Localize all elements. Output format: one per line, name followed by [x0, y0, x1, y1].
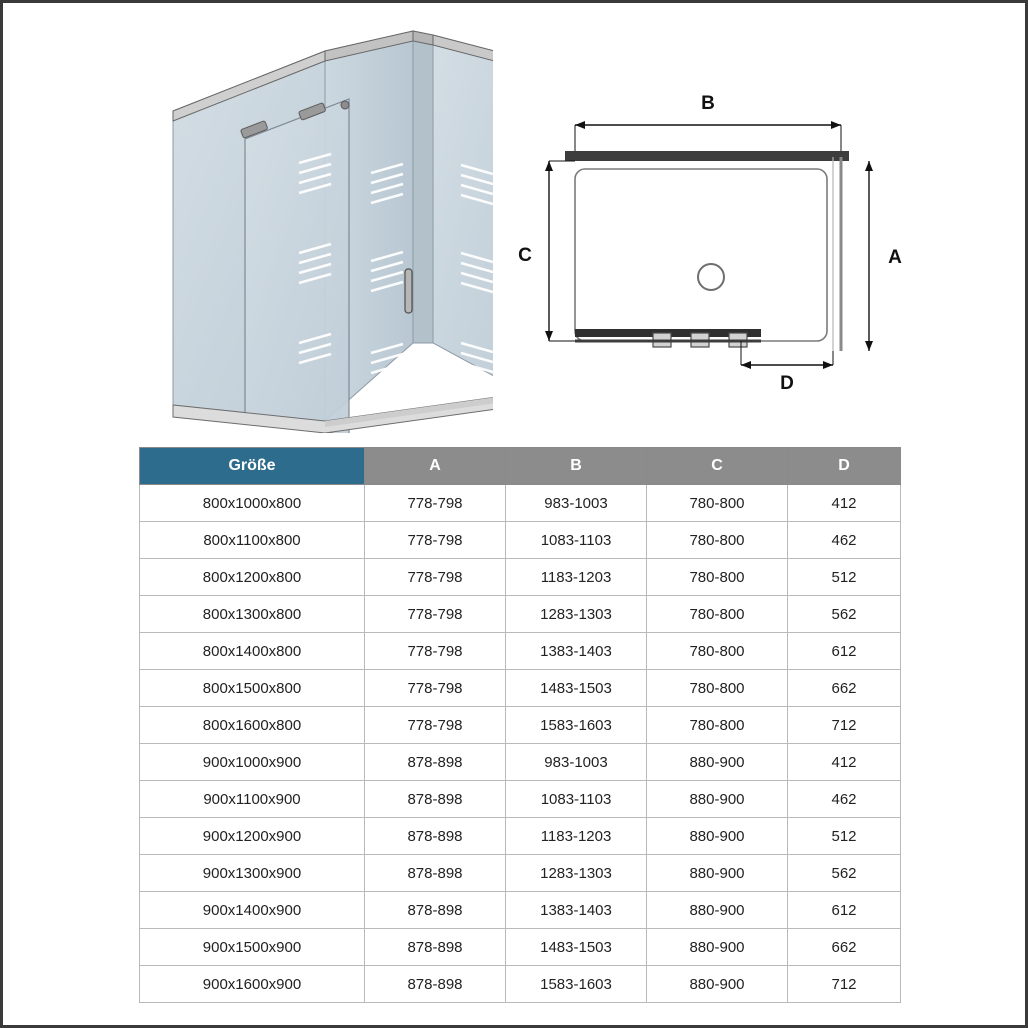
- cell-dimension-d: 562: [788, 596, 901, 633]
- dimension-label-C: C: [518, 245, 532, 266]
- cell-dimension-d: 512: [788, 818, 901, 855]
- cell-dimension-c: 780-800: [647, 485, 788, 522]
- cell-dimension-c: 780-800: [647, 522, 788, 559]
- cell-dimension-c: 880-900: [647, 744, 788, 781]
- perspective-view: [113, 13, 493, 433]
- cell-dimension-b: 1283-1303: [506, 596, 647, 633]
- cell-dimension-a: 878-898: [365, 966, 506, 1003]
- cell-dimension-c: 880-900: [647, 855, 788, 892]
- cell-dimension-a: 778-798: [365, 485, 506, 522]
- cell-dimension-a: 778-798: [365, 559, 506, 596]
- plan-drain: [698, 264, 724, 290]
- table-header-row: [140, 448, 901, 485]
- cell-dimension-c: 880-900: [647, 781, 788, 818]
- size-table: [139, 447, 901, 1003]
- cell-dimension-d: 462: [788, 781, 901, 818]
- cell-dimension-a: 778-798: [365, 633, 506, 670]
- dimension-C: [518, 161, 575, 341]
- cell-size: 800x1600x800: [140, 707, 365, 744]
- table-row: [140, 892, 901, 929]
- right-wall-panel: [413, 31, 433, 343]
- cell-dimension-a: 778-798: [365, 670, 506, 707]
- sliding-door-panel: [245, 99, 349, 433]
- cell-dimension-a: 878-898: [365, 892, 506, 929]
- cell-size: 900x1000x900: [140, 744, 365, 781]
- dimension-label-B: B: [701, 93, 715, 114]
- table-row: [140, 929, 901, 966]
- table-row: [140, 633, 901, 670]
- table-row: [140, 781, 901, 818]
- cell-size: 800x1100x800: [140, 522, 365, 559]
- cell-dimension-c: 880-900: [647, 966, 788, 1003]
- plan-top-rail: [565, 151, 849, 161]
- table-header: [140, 448, 901, 485]
- plan-right-side-panel: [833, 157, 841, 351]
- cell-dimension-a: 778-798: [365, 596, 506, 633]
- cell-dimension-a: 878-898: [365, 818, 506, 855]
- cell-dimension-a: 778-798: [365, 707, 506, 744]
- column-header-c: C: [647, 448, 788, 485]
- table-row: [140, 485, 901, 522]
- table-row: [140, 818, 901, 855]
- cell-dimension-d: 712: [788, 966, 901, 1003]
- plan-enclosure-outline: [575, 169, 827, 341]
- cell-dimension-c: 780-800: [647, 633, 788, 670]
- cell-dimension-c: 780-800: [647, 559, 788, 596]
- cell-dimension-c: 780-800: [647, 596, 788, 633]
- cell-dimension-b: 1183-1203: [506, 559, 647, 596]
- table-row: [140, 596, 901, 633]
- column-header-size: Größe: [140, 448, 365, 485]
- door-handle: [405, 269, 412, 313]
- cell-dimension-b: 1083-1103: [506, 781, 647, 818]
- table-row: [140, 966, 901, 1003]
- cell-dimension-b: 1483-1503: [506, 670, 647, 707]
- cell-dimension-d: 412: [788, 744, 901, 781]
- dimension-label-D: D: [780, 373, 794, 394]
- cell-dimension-b: 1483-1503: [506, 929, 647, 966]
- table-row: [140, 670, 901, 707]
- table-row: [140, 707, 901, 744]
- cell-dimension-c: 880-900: [647, 929, 788, 966]
- cell-dimension-d: 662: [788, 670, 901, 707]
- cell-size: 900x1600x900: [140, 966, 365, 1003]
- table-row: [140, 855, 901, 892]
- cell-dimension-b: 1583-1603: [506, 966, 647, 1003]
- table-row: [140, 744, 901, 781]
- plan-view-dimensions: [503, 83, 933, 413]
- dimension-D: [741, 341, 833, 394]
- cell-dimension-c: 780-800: [647, 707, 788, 744]
- table-row: [140, 522, 901, 559]
- cell-dimension-d: 612: [788, 892, 901, 929]
- cell-dimension-d: 412: [788, 485, 901, 522]
- cell-dimension-b: 1083-1103: [506, 522, 647, 559]
- cell-size: 800x1400x800: [140, 633, 365, 670]
- cell-dimension-b: 1283-1303: [506, 855, 647, 892]
- fixed-glass-panel-right: [433, 35, 493, 393]
- cell-size: 800x1000x800: [140, 485, 365, 522]
- product-illustration: [3, 3, 1025, 433]
- cell-dimension-c: 880-900: [647, 818, 788, 855]
- column-header-d: D: [788, 448, 901, 485]
- cell-dimension-b: 1583-1603: [506, 707, 647, 744]
- cell-dimension-a: 878-898: [365, 855, 506, 892]
- cell-dimension-b: 983-1003: [506, 485, 647, 522]
- cell-dimension-c: 780-800: [647, 670, 788, 707]
- dimension-B: [575, 93, 841, 157]
- table-row: [140, 559, 901, 596]
- cell-dimension-d: 512: [788, 559, 901, 596]
- dimension-label-A: A: [888, 247, 902, 268]
- column-header-a: A: [365, 448, 506, 485]
- cell-size: 900x1300x900: [140, 855, 365, 892]
- cell-size: 800x1300x800: [140, 596, 365, 633]
- cell-dimension-a: 878-898: [365, 781, 506, 818]
- cell-size: 900x1400x900: [140, 892, 365, 929]
- cell-size: 800x1200x800: [140, 559, 365, 596]
- cell-dimension-b: 1383-1403: [506, 633, 647, 670]
- cell-size: 800x1500x800: [140, 670, 365, 707]
- cell-dimension-d: 562: [788, 855, 901, 892]
- cell-dimension-d: 712: [788, 707, 901, 744]
- cell-size: 900x1200x900: [140, 818, 365, 855]
- dimension-A: [865, 161, 902, 351]
- cell-size: 900x1500x900: [140, 929, 365, 966]
- cell-dimension-b: 1183-1203: [506, 818, 647, 855]
- table-body: [140, 485, 901, 1003]
- cell-dimension-b: 983-1003: [506, 744, 647, 781]
- cell-dimension-a: 878-898: [365, 744, 506, 781]
- cell-dimension-d: 662: [788, 929, 901, 966]
- cell-dimension-b: 1383-1403: [506, 892, 647, 929]
- column-header-b: B: [506, 448, 647, 485]
- cell-size: 900x1100x900: [140, 781, 365, 818]
- cell-dimension-c: 880-900: [647, 892, 788, 929]
- cell-dimension-d: 462: [788, 522, 901, 559]
- cell-dimension-a: 778-798: [365, 522, 506, 559]
- cell-dimension-d: 612: [788, 633, 901, 670]
- cell-dimension-a: 878-898: [365, 929, 506, 966]
